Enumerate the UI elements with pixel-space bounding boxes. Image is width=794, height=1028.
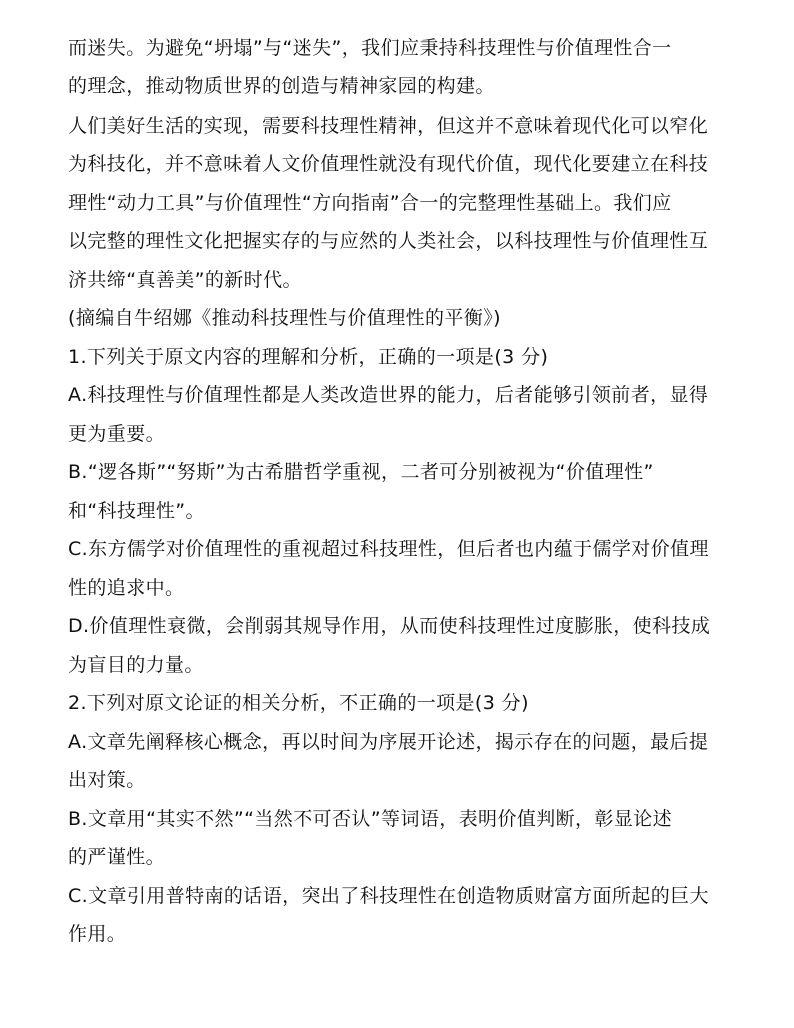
question-2-option-a: A.文章先阐释核心概念，再以时间为序展开论述，揭示存在的问题，最后提 xyxy=(68,731,709,753)
question-1-stem: 1.下列关于原文内容的理解和分析，正确的一项是(3 分) xyxy=(68,346,549,368)
question-2-stem: 2.下列对原文论证的相关分析，不正确的一项是(3 分) xyxy=(68,692,529,714)
text-line: 而迷失。为避免“坍塌”与“迷失”，我们应秉持科技理性与价值理性合一 xyxy=(68,37,672,59)
text-line: 以完整的理性文化把握实存的与应然的人类社会，以科技理性与价值理性互 xyxy=(68,230,709,252)
text-line: 济共缔“真善美”的新时代。 xyxy=(68,269,302,291)
question-2-option-b-cont: 的严谨性。 xyxy=(68,846,166,868)
question-1-option-b-cont: 和“科技理性”。 xyxy=(68,500,205,522)
question-2-option-c: C.文章引用普特南的话语，突出了科技理性在创造物质财富方面所起的巨大 xyxy=(68,885,709,907)
question-1-option-b: B.“逻各斯”“努斯”为古希腊哲学重视，二者可分别被视为“价值理性” xyxy=(68,461,654,483)
text-line: 人们美好生活的实现，需要科技理性精神，但这并不意味着现代化可以窄化 xyxy=(68,115,709,137)
text-line: 的理念，推动物质世界的创造与精神家园的构建。 xyxy=(68,75,495,97)
question-1-option-c-cont: 性的追求中。 xyxy=(68,577,185,599)
question-1-option-d: D.价值理性衰微，会削弱其规导作用，从而使科技理性过度膨胀，使科技成 xyxy=(68,615,711,637)
question-1-option-d-cont: 为盲目的力量。 xyxy=(68,654,204,676)
question-2-option-c-cont: 作用。 xyxy=(68,923,127,945)
text-line: 理性“动力工具”与价值理性“方向指南”合一的完整理性基础上。我们应 xyxy=(68,192,672,214)
question-2-option-b: B.文章用“其实不然”“当然不可否认”等词语，表明价值判断，彰显论述 xyxy=(68,808,673,830)
question-1-option-a-cont: 更为重要。 xyxy=(68,423,166,445)
text-line: 为科技化，并不意味着人文价值理性就没有现代价值，现代化要建立在科技 xyxy=(68,153,709,175)
question-1-option-c: C.东方儒学对价值理性的重视超过科技理性，但后者也内蕴于儒学对价值理 xyxy=(68,538,709,560)
question-1-option-a: A.科技理性与价值理性都是人类改造世界的能力，后者能够引领前者，显得 xyxy=(68,384,709,406)
question-2-option-a-cont: 出对策。 xyxy=(68,769,146,791)
source-citation: (摘编自牛绍娜《推动科技理性与价值理性的平衡》) xyxy=(68,307,501,329)
